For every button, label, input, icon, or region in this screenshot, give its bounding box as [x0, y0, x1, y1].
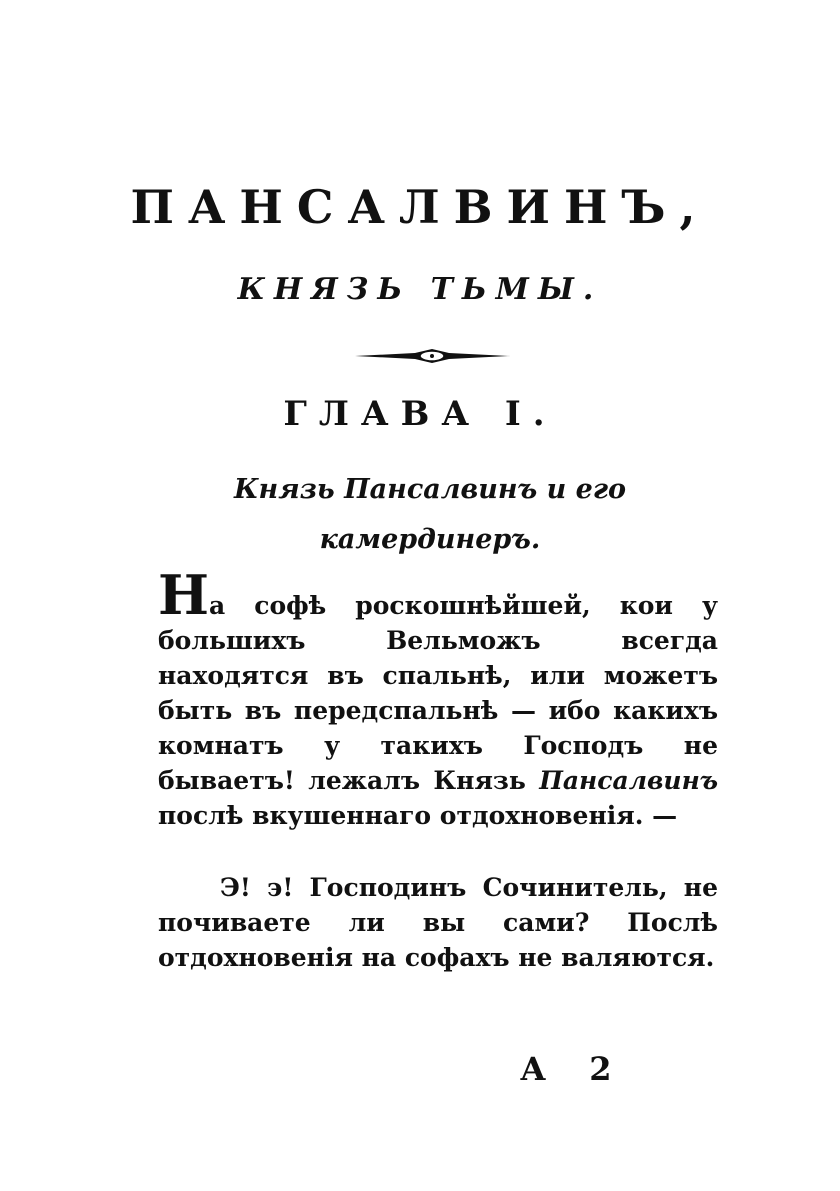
chapter-number: ГЛАВА I. [283, 394, 557, 434]
printer-signature: А 2 [520, 1050, 628, 1088]
paragraph-1-name: Пансалвинъ [539, 766, 718, 795]
paragraph-1-text-a: а софѣ роскошнѣйшей, кои у большихъ Вельможъ всегда находятся въ спальнѣ, или можетъ быть въ передспальнѣ — ибо какихъ комнатъ у такихъ Господъ не бываетъ! лежалъ Князь [158, 591, 718, 795]
drop-cap: Н [158, 563, 210, 627]
book-subtitle: КНЯЗЬ ТЬМЫ. [237, 272, 603, 307]
paragraph-1 [158, 563, 718, 833]
paragraph-1-text-b: послѣ вкушеннаго отдохновенія. — [158, 801, 678, 830]
paragraph-2: Э! э! Господинъ Сочинитель, не почиваете ли вы сами? Послѣ отдохновенія на софахъ не валяются. [158, 873, 718, 972]
ornament-divider [355, 345, 510, 367]
chapter-heading: Князь Пансалвинъ и его камердинеръ. [233, 474, 627, 555]
book-title: ПАНСАЛВИНЪ, [130, 180, 710, 234]
